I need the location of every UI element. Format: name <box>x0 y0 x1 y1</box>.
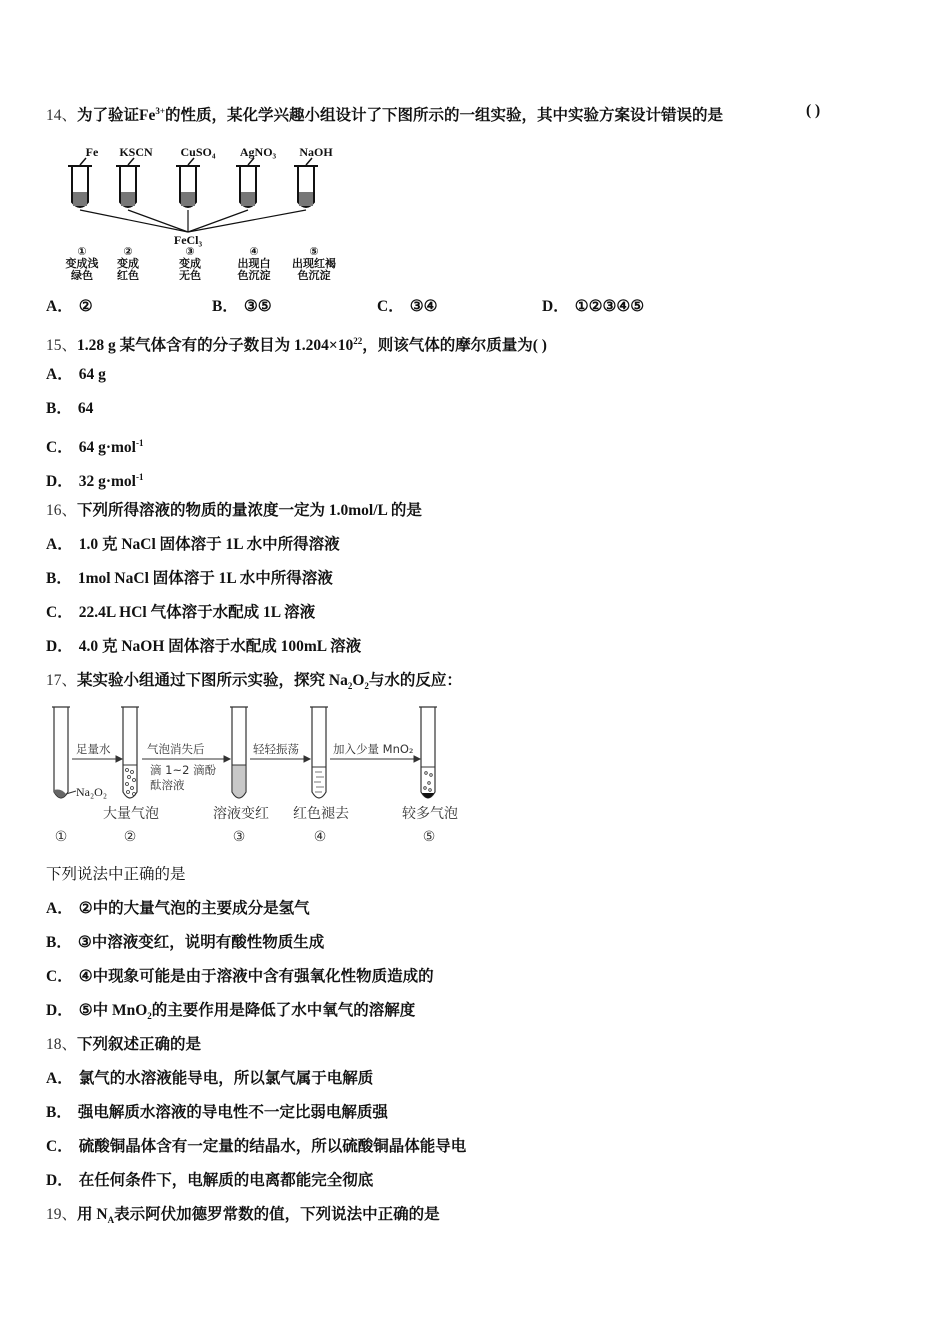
q15-option-a[interactable]: A． 64 g <box>46 366 106 383</box>
q18-option-a[interactable]: A． 氯气的水溶液能导电，所以氯气属于电解质 <box>46 1070 374 1087</box>
svg-text:①: ① <box>77 245 87 258</box>
q16-stem: 16、下列所得溶液的物质的量浓度一定为 1.0mol/L 的是 <box>46 502 422 519</box>
q14-number: 14、 <box>46 107 78 125</box>
svg-text:滴 1~2 滴酚: 滴 1~2 滴酚 <box>150 763 217 777</box>
na2o2-label: Na₂O₂ <box>76 785 108 799</box>
svg-text:较多气泡: 较多气泡 <box>402 806 458 822</box>
q17-prompt: 下列说法中正确的是 <box>46 866 186 883</box>
svg-text:②: ② <box>123 829 137 845</box>
arrow-2-label: 气泡消失后 <box>147 742 205 756</box>
svg-text:变成: 变成 <box>179 257 201 270</box>
q16-option-c[interactable]: C． 22.4L HCl 气体溶于水配成 1L 溶液 <box>46 604 316 621</box>
svg-text:绿色: 绿色 <box>71 269 93 280</box>
arrow-1-label: 足量水 <box>76 742 111 756</box>
reagent-naoh: NaOH <box>299 145 333 159</box>
svg-text:④: ④ <box>249 245 259 258</box>
reagent-cuso4: CuSO₄ <box>180 145 216 159</box>
svg-text:色沉淀: 色沉淀 <box>237 269 271 280</box>
q18-stem: 18、下列叙述正确的是 <box>46 1036 202 1053</box>
q14-test-tube-figure <box>50 140 350 280</box>
svg-text:出现白: 出现白 <box>237 257 271 270</box>
fecl3-label: FeCl₃ <box>173 233 203 247</box>
q14-stem: 14、为了验证$Fe^{3+}$的性质，某化学兴趣小组设计了下图所示的一组实验，其中实验方案设计错误的是 <box>46 106 724 125</box>
q16-option-b[interactable]: B． 1mol NaCl 固体溶于 1L 水中所得溶液 <box>46 570 333 587</box>
arrow-4-label: 加入少量 MnO₂ <box>333 742 414 756</box>
q18-option-b[interactable]: B． 强电解质水溶液的导电性不一定比弱电解质强 <box>46 1104 388 1121</box>
tube-2 <box>121 707 139 798</box>
q17-option-b[interactable]: B． ③中溶液变红，说明有酸性物质生成 <box>46 934 325 951</box>
q15-option-c[interactable]: C． 64 g·mol$^{-1}$ <box>46 438 144 457</box>
tube-4 <box>310 707 328 798</box>
q15-stem: 15、1.28 g 某气体含有的分子数目为 $1.204\times 10^{22}$，则该气体的摩尔质量为( ) <box>46 336 547 355</box>
q17-option-d[interactable]: D． ⑤中 MnO$_2$的主要作用是降低了水中氧气的溶解度 <box>46 1002 416 1022</box>
svg-text:②: ② <box>123 245 133 258</box>
svg-text:色沉淀: 色沉淀 <box>297 269 331 280</box>
svg-text:出现红褐: 出现红褐 <box>292 257 336 270</box>
q15-option-b[interactable]: B． 64 <box>46 400 94 417</box>
svg-text:溶液变红: 溶液变红 <box>213 806 269 822</box>
q14-option-c[interactable]: C． ③④ <box>377 298 438 315</box>
reagent-kscn: KSCN <box>119 145 153 159</box>
svg-text:酞溶液: 酞溶液 <box>150 778 185 792</box>
svg-text:红色: 红色 <box>117 269 139 280</box>
svg-text:④: ④ <box>313 829 327 845</box>
q18-option-d[interactable]: D． 在任何条件下，电解质的电离都能完全彻底 <box>46 1172 374 1189</box>
svg-text:①: ① <box>54 829 68 845</box>
svg-text:⑤: ⑤ <box>422 829 436 845</box>
svg-text:红色褪去: 红色褪去 <box>293 806 349 822</box>
q15-option-d[interactable]: D． 32 g·mol$^{-1}$ <box>46 472 144 491</box>
arrow-3-label: 轻轻振荡 <box>253 742 299 756</box>
q17-option-c[interactable]: C． ④中现象可能是由于溶液中含有强氧化性物质造成的 <box>46 968 434 985</box>
svg-text:变成: 变成 <box>117 257 139 270</box>
q14-option-d[interactable]: D． ①②③④⑤ <box>542 298 645 315</box>
q14-option-a[interactable]: A． ② <box>46 298 93 315</box>
q19-stem: 19、用 $N_A$表示阿伏加德罗常数的值，下列说法中正确的是 <box>46 1206 440 1226</box>
svg-text:③: ③ <box>185 245 195 258</box>
svg-text:大量气泡: 大量气泡 <box>103 806 159 822</box>
svg-text:无色: 无色 <box>179 269 201 280</box>
q16-option-d[interactable]: D． 4.0 克 NaOH 固体溶于水配成 100mL 溶液 <box>46 638 362 655</box>
svg-text:③: ③ <box>232 829 246 845</box>
q17-stem: 17、某实验小组通过下图所示实验，探究 $Na_2O_2$与水的反应： <box>46 672 462 692</box>
svg-text:变成浅: 变成浅 <box>65 257 99 270</box>
reagent-agno3: AgNO₃ <box>239 145 277 159</box>
q17-experiment-figure <box>46 704 476 846</box>
reagent-fe: Fe <box>85 145 99 159</box>
tube-1 <box>52 707 70 798</box>
q14-answer-blank: ( ) <box>806 102 821 119</box>
svg-text:⑤: ⑤ <box>309 245 319 258</box>
q18-option-c[interactable]: C． 硫酸铜晶体含有一定量的结晶水，所以硫酸铜晶体能导电 <box>46 1138 467 1155</box>
q16-option-a[interactable]: A． 1.0 克 NaCl 固体溶于 1L 水中所得溶液 <box>46 536 340 553</box>
q14-option-b[interactable]: B． ③⑤ <box>212 298 272 315</box>
q17-option-a[interactable]: A． ②中的大量气泡的主要成分是氢气 <box>46 900 310 917</box>
